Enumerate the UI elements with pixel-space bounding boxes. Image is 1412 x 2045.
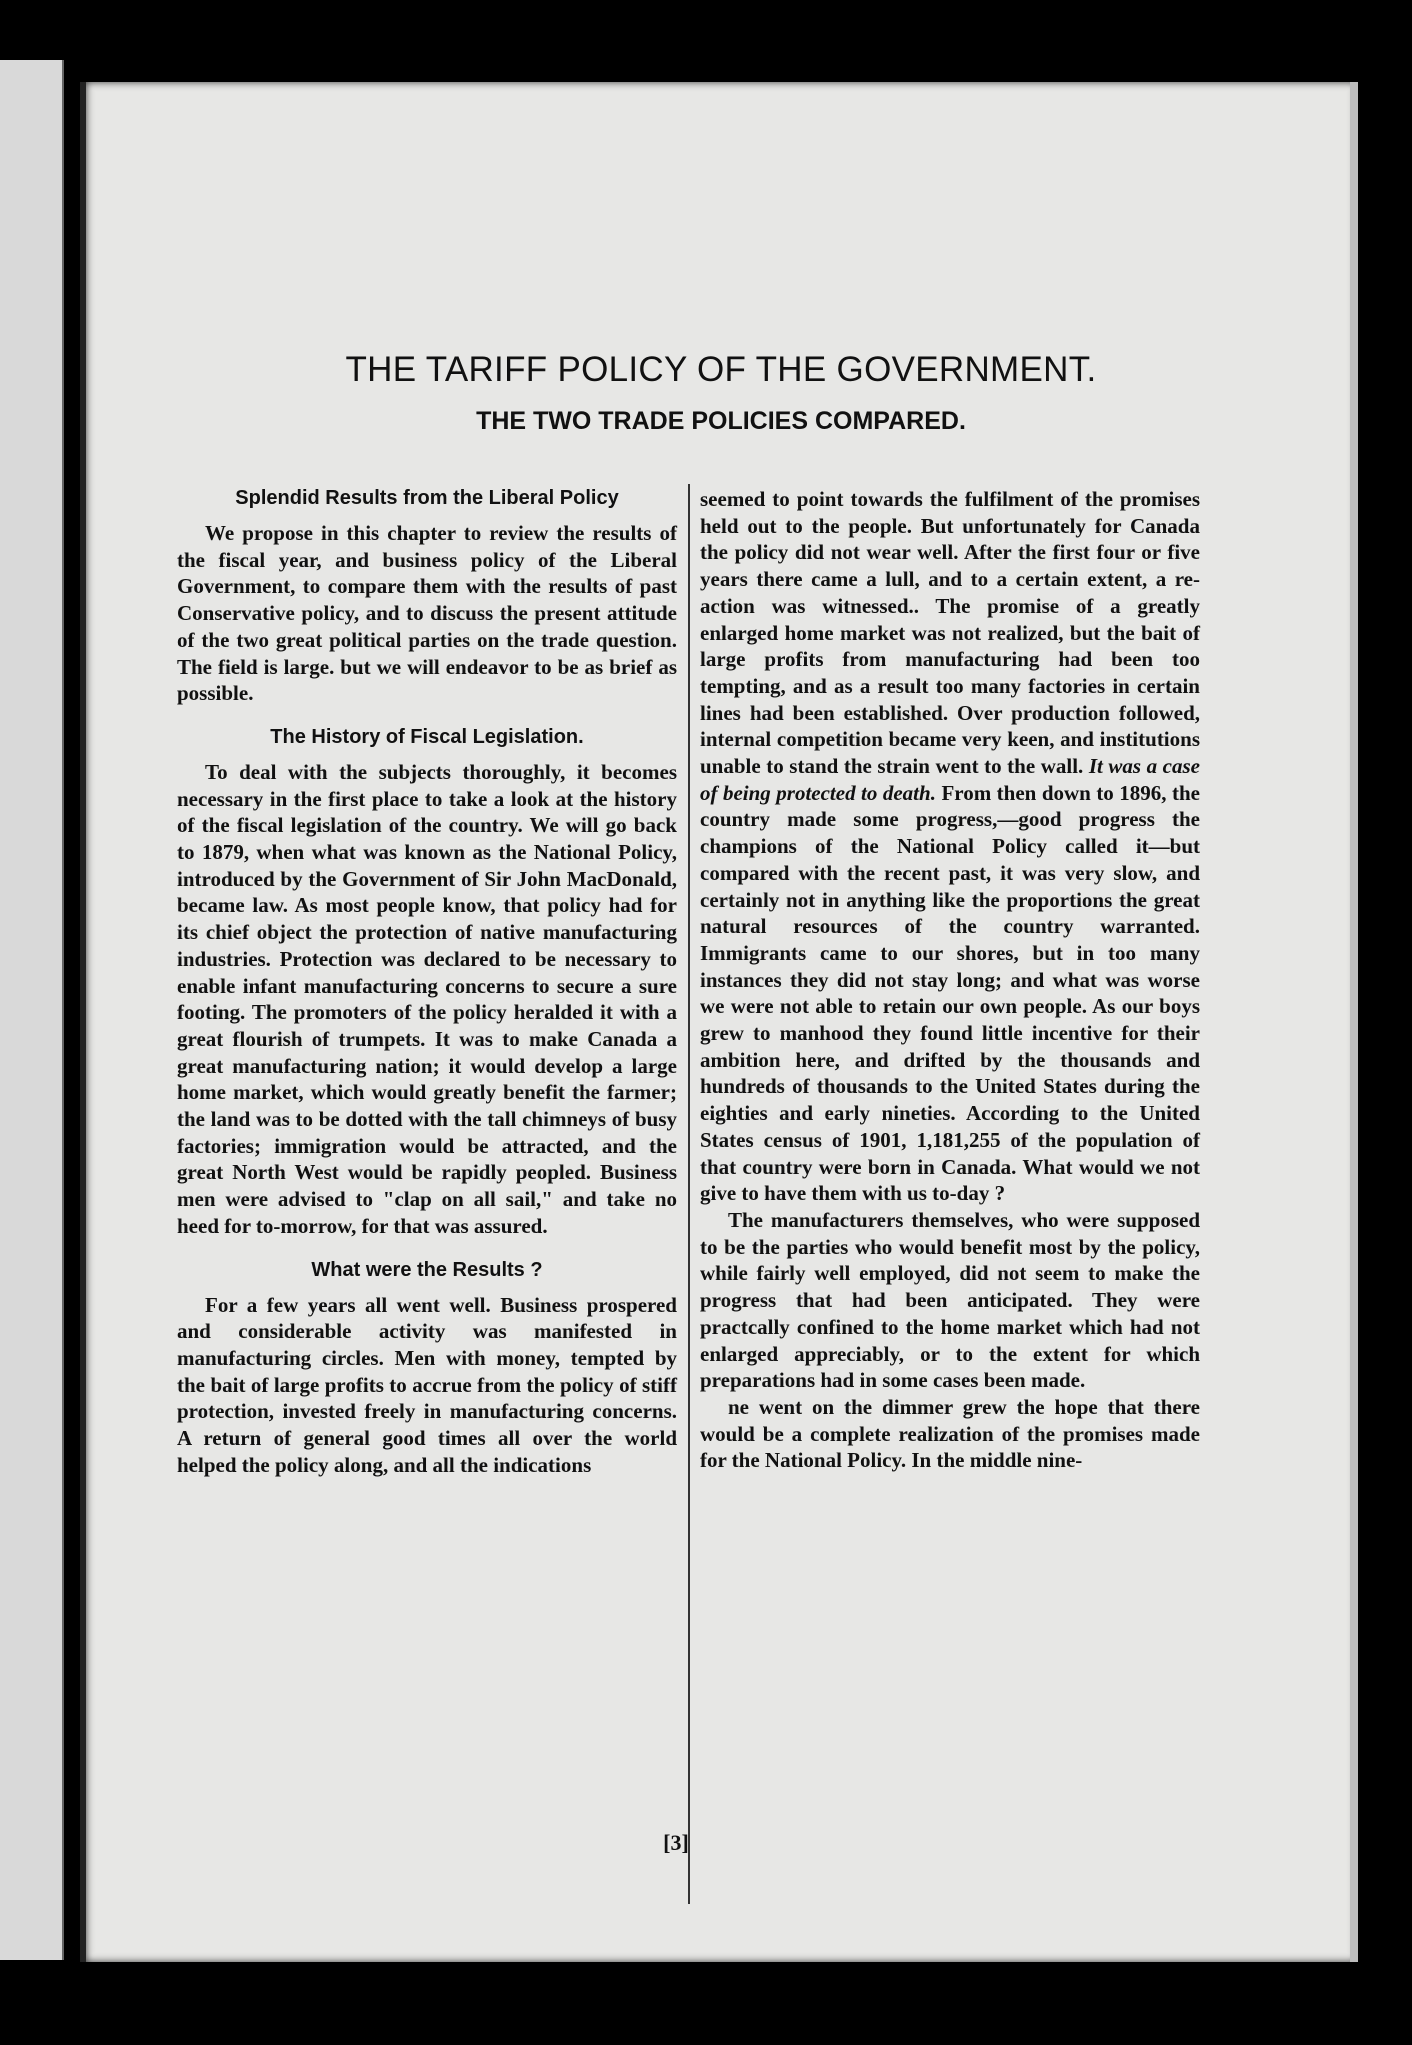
paragraph-manufacturers: The manufacturers themselves, who were supposed to be the parties who would benefit most by the policy, while fairly well employed, did not seem to make the progress that had been anticipated. They were practcally confined to the home market which had not enlarged appreciably, or to the extent for which preparations had in some cases been made. [700, 1207, 1200, 1393]
page-subtitle: THE TWO TRADE POLICIES COMPARED. [476, 407, 966, 435]
page-edge-right [1350, 82, 1358, 1962]
paragraph-fiscal-history: To deal with the subjects thoroughly, it becomes necessary in the first place to take a look at the history of the fiscal legislation of the country. We will go back to 1879, when what was known as the National Policy, introduced by the Government of Sir John MacDonald, became law. As most people know, that policy had for its chief object the protection of native manufacturing industries. Protection was declared to be necessary to enable infant manufacturing concerns to secure a sure footing. The promoters of the policy heralded it with a great flourish of trumpets. It was to make Canada a great manufacturing nation; it would develop a large home market, which would greatly benefit the farmer; the land was to be dotted with the tall chimneys of busy factories; immigration would be attracted, and the great North West would be rapidly peopled. Business men were advised to "clap on all sail," and take no heed for to-morrow, for that was assured. [177, 759, 677, 1238]
paragraph-continuation-end: From then down to 1896, the country made some progress,—good progress the champions of the National Policy called it—but compared with the recent past, it was very slow, and certainly not in anything like the proportions the great natural resources of the country warranted. Immigrants came to our shores, but in too many instances they did not stay long; and what was worse we were not able to retain our own people. As our boys grew to manhood they found little incentive for their ambition here, and drifted by the thousands and hundreds of thousands to the United States during the eighties and early nineties. According to the United States census of 1901, 1,181,255 of the population of that country were born in Canada. What would we not give to have them with us to-day ? [700, 780, 1200, 1206]
left-column [177, 486, 677, 1479]
italic-phrase: It was a case of being protected to death. [700, 754, 1200, 805]
adjacent-page-edge [0, 60, 64, 1960]
page-title: THE TARIFF POLICY OF THE GOVERNMENT. [345, 350, 1097, 389]
section-heading-fiscal-history: The History of Fiscal Legislation. [270, 725, 584, 748]
page-number: [3] [663, 1830, 689, 1855]
paragraph-continuation-text: seemed to point towards the fulfilment of the promises held out to the people. But unfortunately for Canada the policy did not wear well. After the first four or five years there came a lull, and to a certain extent, a re-action was witnessed.. The promise of a greatly enlarged home market was not realized, but the bait of large profits from manufacturing had been too tempting, and as a result too many factories in certain lines had been established. Over production followed, internal competition became very keen, and institutions unable to stand the strain went to the wall. [700, 487, 1200, 779]
section-heading-liberal-results: Splendid Results from the Liberal Policy [235, 487, 619, 509]
paragraph-continuation [700, 486, 1200, 1207]
section-heading-what-results: What were the Results ? [311, 1258, 543, 1281]
document-page [80, 82, 1356, 1962]
paragraph-intro: We propose in this chapter to review the results of the fiscal year, and business policy of the Liberal Government, to compare them with the results of past Conservative policy, and to discuss the present attitude of the two great political parties on the trade question. The field is large. but we will endeavor to be as brief as possible. [177, 521, 677, 706]
paragraph-results: For a few years all went well. Business prospered and considerable activity was manifested in manufacturing circles. Men with money, tempted by the bait of large profits to accrue from the policy of stiff protection, invested freely in manufacturing concerns. A return of general good times all over the world helped the policy along, and all the indications [177, 1292, 677, 1477]
paragraph-national-policy: ne went on the dimmer grew the hope that there would be a complete realization of the promises made for the National Policy. In the middle nine- [700, 1394, 1200, 1473]
column-divider [688, 484, 690, 1904]
right-column [700, 486, 1200, 1474]
